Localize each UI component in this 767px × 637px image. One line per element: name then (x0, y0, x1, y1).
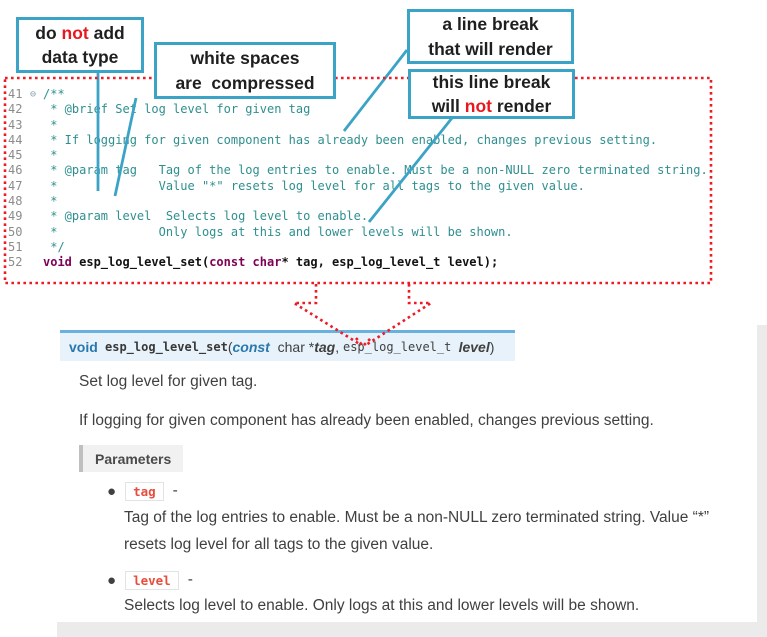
callout-line: a line break (442, 14, 539, 34)
keyword-const: const (209, 255, 246, 270)
bullet-icon: ● (107, 482, 117, 500)
line-number: 45 (8, 148, 23, 163)
keyword-void: void (43, 255, 72, 270)
comment-text: * (43, 148, 58, 163)
code-line-declaration (4, 255, 711, 270)
line-number: 44 (8, 132, 23, 147)
callout-line: are compressed (175, 72, 315, 93)
param-level-description-line1: Selects log level to enable. Only logs at this and lower levels will be shown. (124, 597, 640, 614)
code-line (4, 133, 711, 148)
function-declaration: void esp_log_level_set(const char* tag, esp_log_level_t level); (43, 255, 499, 270)
param-item-level (107, 570, 193, 590)
callout-line: will not render (431, 96, 552, 116)
code-line (4, 225, 711, 240)
signature-arg-level: level (458, 339, 490, 355)
bullet-icon: ● (107, 571, 117, 589)
comment-text: * (43, 117, 58, 132)
param-item-tag (107, 481, 178, 501)
fold-icon (30, 148, 43, 163)
fold-icon (30, 163, 43, 178)
fold-icon (30, 133, 43, 148)
fold-icon (30, 179, 43, 194)
comment-text: * Value "*" resets log level for all tags to the given value. (43, 178, 585, 193)
code-line (4, 118, 711, 133)
comment-text: */ (43, 239, 65, 254)
fold-icon (30, 225, 43, 240)
callout-line: do not add (35, 22, 125, 43)
callout-do-not-add-data-type (16, 17, 144, 73)
code-line (4, 102, 711, 117)
line-number: 48 (8, 194, 23, 209)
line-number: 43 (8, 117, 23, 132)
code-line (4, 209, 711, 224)
signature-function-name: esp_log_level_set (97, 340, 228, 354)
doc-brief-paragraph: Set log level for given tag. (79, 373, 258, 390)
code-line (4, 87, 711, 102)
fold-icon (30, 194, 43, 209)
fold-icon: ⊖ (30, 89, 37, 100)
callout-line: that will render (428, 38, 553, 59)
code-line (4, 163, 711, 178)
keyword-char: char (252, 255, 282, 270)
function-signature-header: void esp_log_level_set ( const char * tag , esp_log_level_t level ) (60, 330, 515, 361)
line-number: 50 (8, 224, 23, 239)
fold-icon-slot (30, 255, 43, 270)
parameters-heading: Parameters (79, 445, 183, 472)
doc-detail-paragraph: If logging for given component has already been enabled, changes previous setting. (79, 412, 654, 429)
comment-text: * Only logs at this and lower levels will be shown. (43, 224, 513, 239)
callout-line: this line break (432, 71, 551, 92)
param-chip-tag: tag (125, 482, 164, 501)
line-number: 42 (8, 102, 23, 117)
line-number: 49 (8, 209, 23, 224)
code-line (4, 179, 711, 194)
line-number: 51 (8, 239, 23, 254)
code-comment-lines (4, 87, 711, 255)
code-editor (4, 78, 711, 283)
callout-line-break-not-render (408, 69, 575, 119)
comment-text: * If logging for given component has already been enabled, changes previous setting. (43, 132, 658, 147)
comment-text: * (43, 194, 58, 209)
param-chip-level: level (125, 571, 179, 590)
line-number: 46 (8, 163, 23, 178)
signature-return-type: void (69, 339, 98, 355)
code-line (4, 240, 711, 255)
fold-icon (30, 209, 43, 224)
param-dash: - (187, 571, 193, 588)
param-dash: - (172, 482, 178, 499)
callout-line-break-renders (407, 9, 574, 64)
signature-arg-tag: tag (314, 339, 336, 355)
fold-icon (30, 102, 43, 117)
code-line (4, 148, 711, 163)
emphasis-not: not (464, 96, 492, 116)
line-number: 52 (8, 255, 23, 270)
line-number: 47 (8, 178, 23, 193)
callout-line: data type (41, 47, 119, 67)
code-line (4, 194, 711, 209)
param-tag-description-line2: resets log level for all tags to the given value. (124, 536, 434, 553)
fold-icon (30, 240, 43, 255)
comment-text: /** (43, 87, 65, 101)
callout-whitespace-compressed (154, 42, 336, 99)
comment-text: * @param level Selects log level to enable. (43, 209, 369, 224)
param-tag-description-line1: Tag of the log entries to enable. Must be a non-NULL zero terminated string. Value “*” (124, 509, 710, 526)
line-number: 41 (8, 87, 23, 101)
fold-icon (30, 118, 43, 133)
signature-type-esp-log-level-t: esp_log_level_t (342, 340, 459, 354)
signature-const-keyword: const (232, 339, 270, 355)
emphasis-not: not (61, 22, 89, 43)
callout-line: white spaces (190, 48, 300, 68)
doc-panel (57, 325, 767, 637)
comment-text: * @param tag Tag of the log entries to enable. Must be a non-NULL zero terminated string. (43, 163, 708, 178)
comment-text: * @brief Set log level for given tag (43, 102, 311, 117)
